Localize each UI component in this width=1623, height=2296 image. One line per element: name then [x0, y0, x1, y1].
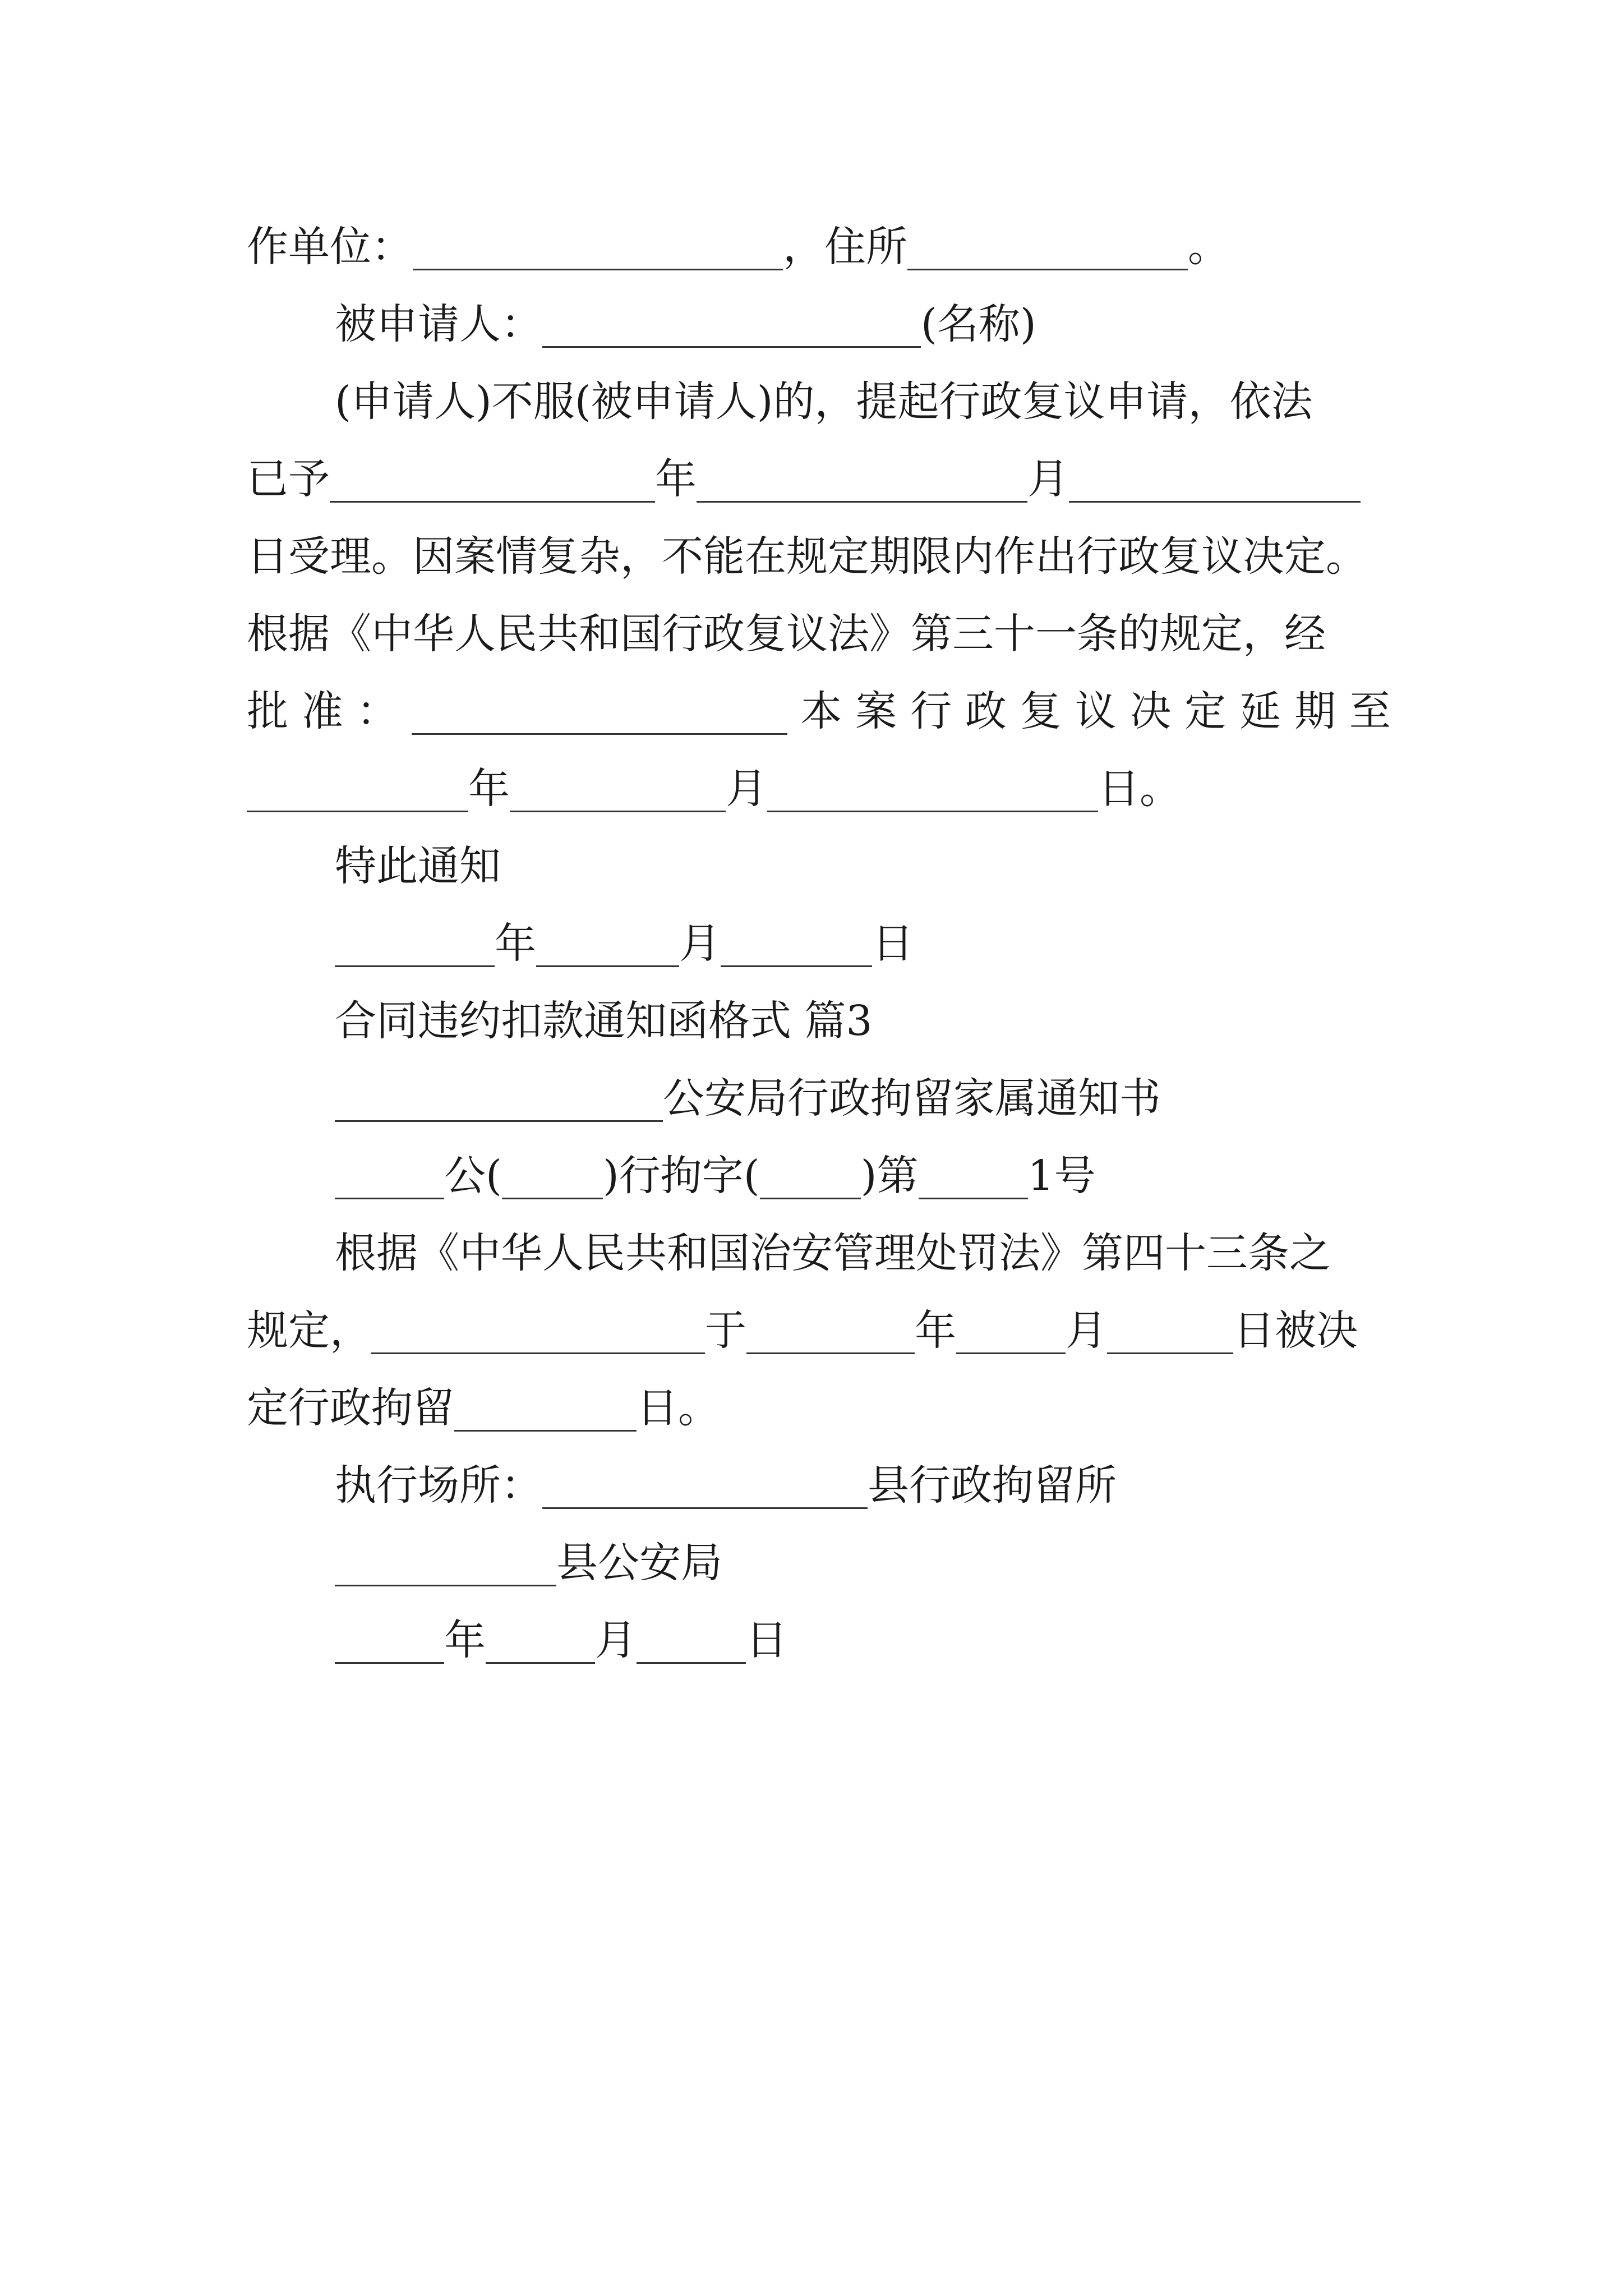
- text: 准: [301, 687, 343, 735]
- text: 月: [1066, 1306, 1107, 1355]
- text: 年: [468, 765, 510, 813]
- text-line: [335, 1601, 1623, 1680]
- text: 县公安局: [556, 1539, 722, 1587]
- text: 日: [746, 1616, 787, 1664]
- fill-blank: [454, 1376, 637, 1432]
- text: 定: [1184, 687, 1227, 735]
- fill-blank: [330, 447, 655, 503]
- text: 年: [655, 455, 697, 503]
- text: 月: [595, 1616, 637, 1664]
- text: 月: [679, 919, 721, 968]
- text: 议: [1075, 687, 1117, 735]
- text: 县行政拘留所: [868, 1461, 1117, 1510]
- text: (申请人)不服(被申请人)的，提起行政复议申请，依法: [335, 378, 1313, 426]
- fill-blank: [247, 757, 468, 812]
- fill-blank: [956, 1299, 1066, 1354]
- fill-blank: [746, 1299, 915, 1354]
- text: 被申请人：: [335, 300, 542, 348]
- fill-blank: [413, 215, 783, 270]
- text-line: [247, 1291, 1623, 1370]
- fill-blank: [907, 215, 1188, 270]
- section-heading: [335, 982, 1623, 1060]
- text-line: [335, 1137, 1623, 1215]
- text: 。: [1188, 223, 1229, 271]
- fill-blank: [767, 757, 1098, 812]
- fill-blank: [335, 1066, 663, 1122]
- text: 决: [1129, 687, 1172, 735]
- text-line: [335, 904, 1623, 983]
- fill-blank: [412, 679, 787, 735]
- text: )行拘字(: [602, 1152, 760, 1200]
- text-line: [335, 362, 1623, 441]
- fill-blank: [760, 1144, 861, 1199]
- text: 日受理。因案情复杂，不能在规定期限内作出行政复议决定。: [247, 532, 1367, 581]
- text-line: [247, 440, 1623, 518]
- fill-blank: [335, 1531, 556, 1586]
- text-line: [247, 595, 1623, 673]
- fill-blank: [536, 912, 679, 967]
- fill-blank: [510, 757, 726, 812]
- fill-blank: [637, 1608, 746, 1664]
- text-line: [247, 672, 1391, 751]
- text: 复: [1020, 687, 1062, 735]
- fill-blank: [486, 1608, 595, 1664]
- text: (名称): [921, 300, 1036, 348]
- text: 根据《中华人民共和国治安管理处罚法》第四十三条之: [335, 1229, 1331, 1277]
- text: 合同违约扣款通知函格式 篇3: [335, 997, 873, 1045]
- text: 已予: [247, 455, 330, 503]
- fill-blank: [335, 1144, 444, 1199]
- fill-blank: [542, 292, 921, 348]
- text-line: [247, 208, 1623, 286]
- fill-blank: [542, 1453, 868, 1509]
- text: 本: [800, 687, 842, 735]
- text: 至: [1349, 687, 1391, 735]
- text: 日: [872, 919, 914, 968]
- text: 政: [965, 687, 1007, 735]
- text: 特此通知: [335, 842, 501, 890]
- text: 定行政拘留: [247, 1384, 454, 1432]
- text-line: [335, 1214, 1623, 1292]
- text: 案: [855, 687, 897, 735]
- text: 执行场所：: [335, 1461, 542, 1510]
- text-line: [247, 517, 1623, 596]
- text: 日。: [1098, 765, 1181, 813]
- fill-blank: [502, 1144, 603, 1199]
- text: 期: [1294, 687, 1336, 735]
- text: 于: [705, 1306, 746, 1355]
- text: 1号: [1027, 1152, 1096, 1200]
- text: ，住所: [783, 223, 907, 271]
- text: 月: [1027, 455, 1069, 503]
- text-line: [335, 285, 1623, 364]
- text-line: [335, 1524, 1623, 1602]
- text-line: [247, 749, 1623, 828]
- text: 日。: [637, 1384, 720, 1432]
- text: 作单位：: [247, 223, 413, 271]
- fill-blank: [371, 1299, 705, 1354]
- text: 年: [444, 1616, 486, 1664]
- text-line: [335, 827, 1623, 905]
- fill-blank: [721, 912, 872, 967]
- text: 月: [726, 765, 767, 813]
- fill-blank: [1069, 447, 1361, 503]
- fill-blank: [335, 912, 495, 967]
- fill-blank: [335, 1608, 444, 1664]
- text: 年: [915, 1306, 956, 1355]
- text: 规定，: [247, 1306, 371, 1355]
- text: 行: [910, 687, 952, 735]
- text: 批: [247, 687, 288, 735]
- text: 公(: [444, 1152, 502, 1200]
- text: 年: [495, 919, 536, 968]
- text-line: [247, 1369, 1623, 1447]
- fill-blank: [697, 447, 1027, 503]
- text: )第: [860, 1152, 919, 1200]
- text-line: [335, 1059, 1623, 1138]
- text: 公安局行政拘留家属通知书: [663, 1074, 1161, 1122]
- text: 延: [1239, 687, 1281, 735]
- text: ：: [356, 687, 398, 735]
- fill-blank: [919, 1144, 1028, 1199]
- text: 日被决: [1233, 1306, 1358, 1355]
- text-line: [335, 1446, 1623, 1525]
- text: 根据《中华人民共和国行政复议法》第三十一条的规定，经: [247, 610, 1326, 658]
- fill-blank: [1107, 1299, 1233, 1354]
